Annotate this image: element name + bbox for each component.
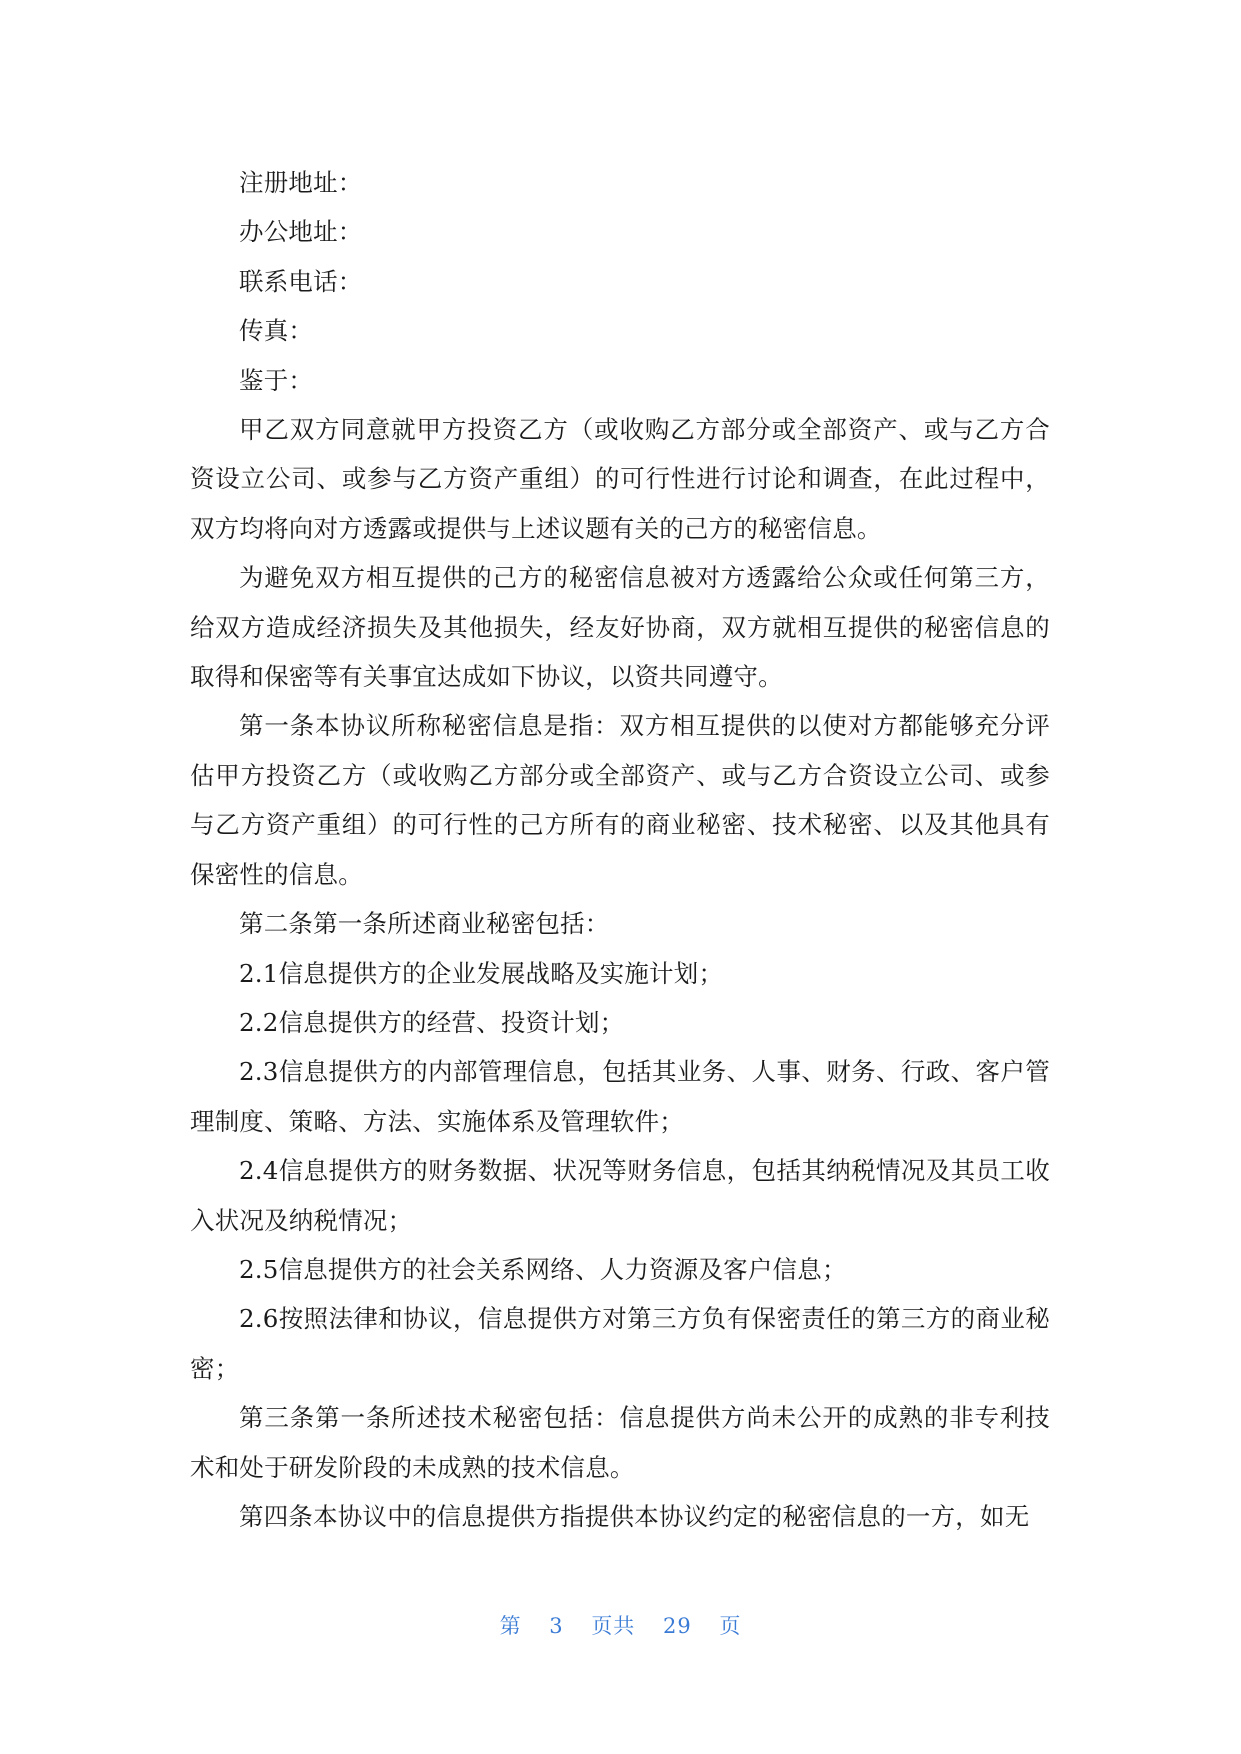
recital-paragraph: 甲乙双方同意就甲方投资乙方（或收购乙方部分或全部资产、或与乙方合资设立公司、或参与乙方资产重组）的可行性进行讨论和调查，在此过程中，双方均将向对方透露或提供与上述议题有关的己方的秘密信息。 (190, 415, 1050, 543)
article-4: 第四条本协议中的信息提供方指提供本协议约定的秘密信息的一方，如无 (239, 1501, 1030, 1531)
footer-total-pages: 29 (663, 1614, 692, 1638)
clause-2-2: 2.2信息提供方的经营、投资计划； (239, 1007, 625, 1037)
clause-2-6: 2.6按照法律和协议，信息提供方对第三方负有保密责任的第三方的商业秘密； (190, 1304, 1050, 1383)
article-2: 第二条第一条所述商业秘密包括： (239, 909, 610, 939)
field-phone: 联系电话： (239, 266, 363, 296)
field-office-address: 办公地址： (239, 217, 363, 247)
whereas-heading: 鉴于： (239, 365, 314, 395)
article-1: 第一条本协议所称秘密信息是指：双方相互提供的以使对方都能够充分评估甲方投资乙方（或收购乙方部分或全部资产、或与乙方合资设立公司、或参与乙方资产重组）的可行性的己方所有的商业秘密、技术秘密、以及其他具有保密性的信息。 (190, 711, 1050, 889)
footer-suffix: 页 (719, 1614, 742, 1638)
document-body (190, 158, 1050, 1541)
clause-2-3: 2.3信息提供方的内部管理信息，包括其业务、人事、财务、行政、客户管理制度、策略、方法、实施体系及管理软件； (190, 1057, 1050, 1136)
footer-current-page: 3 (549, 1614, 564, 1638)
clause-2-5: 2.5信息提供方的社会关系网络、人力资源及客户信息； (239, 1254, 847, 1284)
article-3: 第三条第一条所述技术秘密包括：信息提供方尚未公开的成熟的非专利技术和处于研发阶段的未成熟的技术信息。 (190, 1403, 1050, 1482)
field-registered-address: 注册地址： (239, 168, 363, 197)
recital-paragraph: 为避免双方相互提供的己方的秘密信息被对方透露给公众或任何第三方，给双方造成经济损失及其他损失，经友好协商，双方就相互提供的秘密信息的取得和保密等有关事宜达成如下协议，以资共同遵守。 (190, 563, 1050, 692)
footer-prefix: 第 (499, 1614, 522, 1638)
field-fax: 传真： (239, 316, 314, 346)
clause-2-1: 2.1信息提供方的企业发展战略及实施计划； (239, 958, 724, 988)
footer-middle: 页共 (591, 1614, 636, 1638)
clause-2-4: 2.4信息提供方的财务数据、状况等财务信息，包括其纳税情况及其员工收入状况及纳税情况； (190, 1156, 1050, 1235)
page-footer (0, 1610, 1241, 1640)
